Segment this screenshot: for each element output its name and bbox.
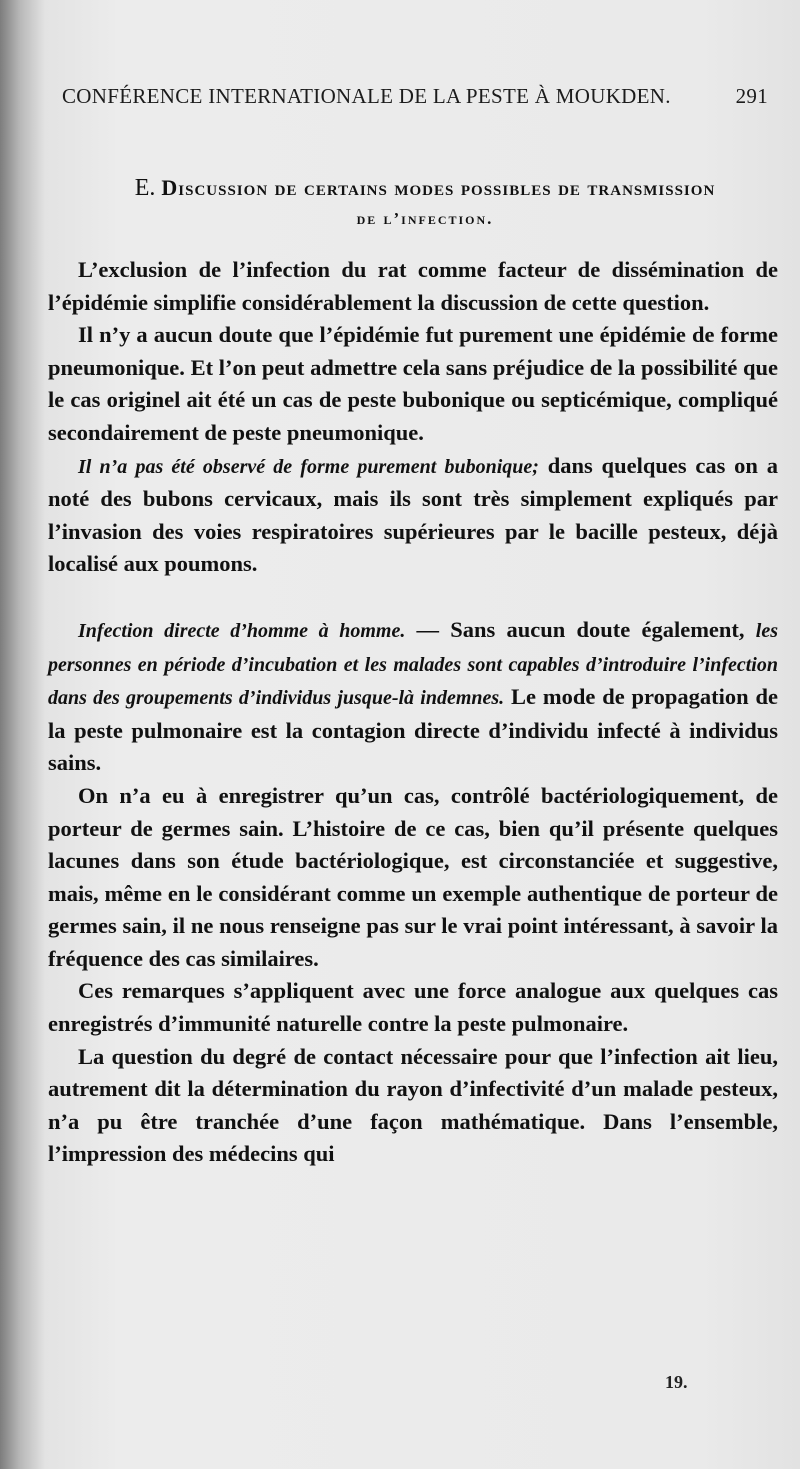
running-head: [62, 84, 768, 109]
italic-phrase: les personnes en période d’incubation et les malades sont capables d’introduire l’infection dans des groupements d’individus jusque-là indemnes.: [48, 619, 778, 710]
paragraph-3-text: dans quelques cas on a noté des bubons cervicaux, mais ils sont très simplement expliqués par l’invasion des voies respiratoires supérieures par le bacille pesteux, déjà localisé aux poumons.: [48, 452, 778, 577]
running-title: CONFÉRENCE INTERNATIONALE DE LA PESTE À MOUKDEN.: [62, 84, 671, 108]
paragraph-1: L’exclusion de l’infection du rat comme facteur de dissémination de l’épidémie simplifie considérablement la discussion de cette question.: [48, 257, 778, 315]
section-letter: E.: [134, 175, 156, 201]
section-title-text: Discussion de certains modes possibles de transmission: [161, 175, 716, 200]
subsection-heading: Infection directe d’homme à homme.: [78, 619, 406, 642]
paragraph-4-dash: — Sans aucun doute également,: [405, 616, 756, 642]
italic-phrase: Il n’a pas été observé de forme purement bubonique;: [78, 455, 539, 478]
section-heading-line1: [80, 170, 770, 206]
body-text: [48, 254, 778, 1171]
paragraph-4: [48, 614, 778, 780]
signature-mark: 19.: [665, 1372, 688, 1392]
section-heading-line2: de l’infection.: [356, 209, 494, 228]
paragraph-5: On n’a eu à enregistrer qu’un cas, contrôlé bactériologiquement, de porteur de germes sain. L’histoire de ce cas, bien qu’il présente quelques lacunes dans son étude bactériologique, est circonstanciée et suggestive, mais, même en le considérant comme un exemple authentique de porteur de germes sain, il ne nous renseigne pas sur le vrai point intéressant, à savoir la fréquence des cas similaires.: [48, 782, 778, 971]
page-number: 291: [735, 84, 768, 108]
section-heading: [80, 170, 770, 232]
paragraph-6: Ces remarques s’appliquent avec une force analogue aux quelques cas enregistrés d’immunité naturelle contre la peste pulmonaire.: [48, 978, 778, 1037]
paragraph-4-text: Le mode de propagation de la peste pulmonaire est la contagion directe d’individu infecté à individus sains.: [48, 684, 778, 776]
paragraph-7: La question du degré de contact nécessaire pour que l’infection ait lieu, autrement dit la détermination du rayon d’infectivité d’un malade pesteux, n’a pu être tranchée d’une façon mathématique. Dans l’ensemble, l’impression des médecins qui: [48, 1043, 778, 1167]
paragraph-2: Il n’y a aucun doute que l’épidémie fut purement une épidémie de forme pneumonique. Et l’on peut admettre cela sans préjudice de la possibilité que le cas originel ait été un cas de peste bubonique ou septicémique, compliqué secondairement de peste pneumonique.: [48, 322, 778, 445]
paragraph-3: [48, 450, 778, 581]
